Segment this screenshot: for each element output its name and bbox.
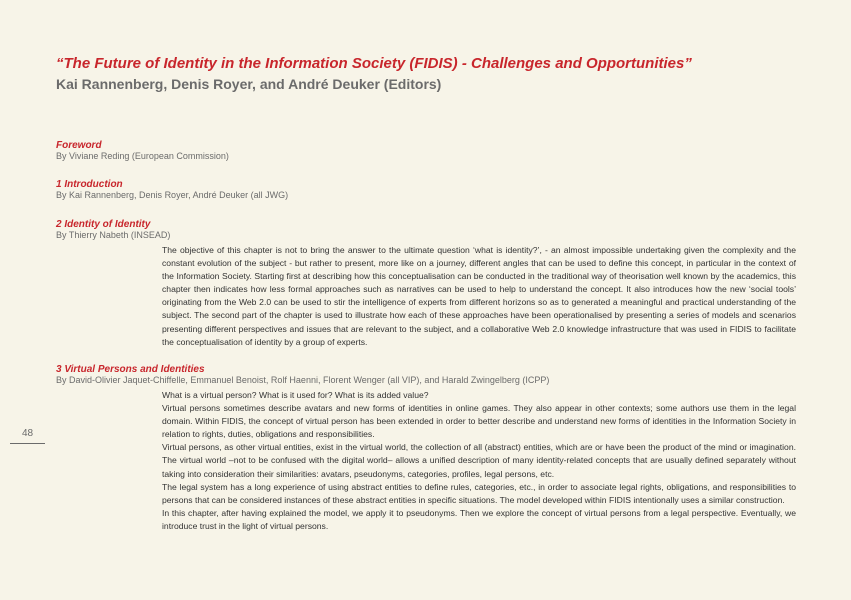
toc-entry-virtual-persons <box>56 364 816 386</box>
abstract-paragraph: In this chapter, after having explained the model, we apply it to pseudonyms. Then we explore the concept of virtual persons from a legal perspective. Eventually, we introduce trust in the light of virtual persons. <box>162 507 796 531</box>
page-number: 48 <box>22 428 34 439</box>
book-title: “The Future of Identity in the Information Society (FIDIS) - Challenges and Opportunities” <box>56 55 692 72</box>
entry-author: By Kai Rannenberg, Denis Royer, André Deuker (all JWG) <box>56 190 289 200</box>
toc-entry-foreword <box>56 140 816 162</box>
chapter-2-abstract <box>162 244 796 349</box>
entry-title: 2 Identity of Identity <box>56 219 151 230</box>
entry-title: 1 Introduction <box>56 179 123 190</box>
abstract-paragraph: The objective of this chapter is not to bring the answer to the ultimate question ‘what is identity?’, - an almost impossible undertaking given the complexity and the constant evolution of the subject - but rather to present, more like on a journey, different angles that can be used to define this concept, in particular in the context of the Information Society. Starting first at describing how this conceptualisation can be conducted in the traditional way of theorisation well known by the academics, this chapter then indicates how less formal approaches such as narratives can be used to help to understand the concept. It also introduces how the new ‘social tools’ originating from the Web 2.0 can be used to stir the intelligence of experts from different horizons so as to generated a meaningful and practical understanding of the subject. The second part of the chapter is used to illustrate how each of these approaches have been operationalised by presenting a series of models and scenarios presenting different perspectives and issues that are relevant to the subject, and a collaborative Web 2.0 knowledge infrastructure that was used in FIDIS to facilitate the conceptualisation of identity by a group of experts. <box>162 245 796 347</box>
chapter-3-abstract <box>162 389 796 533</box>
abstract-paragraph: Virtual persons, as other virtual entities, exist in the virtual world, the collection of all (abstract) entities, which are or have been the product of the mind or imagination. The virtual world –not to be confused with the digital world– allows a unified description of many identity-related concepts that are usually defined separately without taking into consideration their similarities: avatars, pseudonyms, categories, profiles, legal persons, etc. <box>162 442 796 479</box>
book-editors: Kai Rannenberg, Denis Royer, and André Deuker (Editors) <box>56 76 442 92</box>
toc-entry-identity-of-identity <box>56 219 816 241</box>
abstract-paragraph: Virtual persons sometimes describe avatars and new forms of identities in online games. They also appear in other contexts; some authors use them in the legal domain. Within FIDIS, the concept of virtual person has been extended in order to better describe and understand new forms of identities in the Information Society in relation to rights, duties, obligations and responsibilities. <box>162 403 796 440</box>
entry-author: By Viviane Reding (European Commission) <box>56 151 229 161</box>
toc-entry-introduction <box>56 179 816 201</box>
abstract-paragraph: The legal system has a long experience of using abstract entities to define rules, categories, etc., in order to associate legal rights, obligations, and responsibilities to persons that can be considered instances of these abstract entities in specific situations. The model developed within FIDIS intentionally uses a similar construction. <box>162 481 796 505</box>
entry-author: By David-Olivier Jaquet-Chiffelle, Emmanuel Benoist, Rolf Haenni, Florent Wenger (all VIP), and Harald Zwingelberg (ICPP) <box>56 375 550 385</box>
entry-author: By Thierry Nabeth (INSEAD) <box>56 230 171 240</box>
page-number-rule <box>10 443 45 444</box>
entry-title: Foreword <box>56 140 102 151</box>
entry-title: 3 Virtual Persons and Identities <box>56 364 205 375</box>
abstract-paragraph: What is a virtual person? What is it used for? What is its added value? <box>162 390 429 400</box>
